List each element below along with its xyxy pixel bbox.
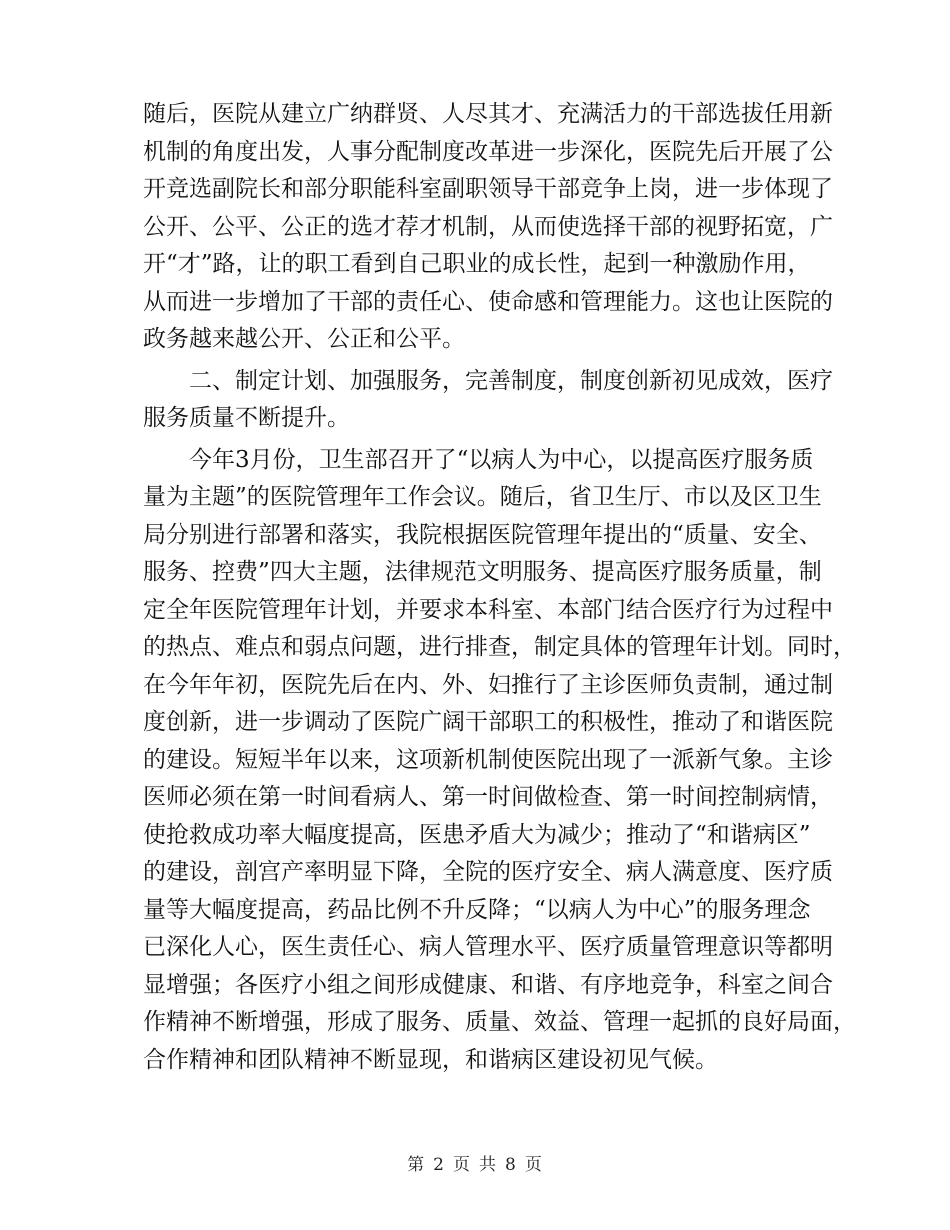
text-line: 度创新，进一步调动了医院广阔干部职工的积极性，推动了和谐医院 xyxy=(143,709,833,735)
text-line: 局分别进行部署和落实，我院根据医院管理年提出的“质量、安全、 xyxy=(143,521,822,548)
footer-label-total-unit: 页 xyxy=(524,1155,543,1175)
text-line: 使抢救成功率大幅度提高，医患矛盾大为减少；推动了“和谐病区” xyxy=(143,821,811,848)
text-line: 随后，医院从建立广纳群贤、人尽其才、充满活力的干部选拔任用新 xyxy=(143,101,833,127)
text-line: 政务越来越公开、公正和公平。 xyxy=(143,326,465,352)
page-footer xyxy=(0,1150,950,1175)
paragraph-3 xyxy=(143,442,856,1080)
text-line: 二、制定计划、加强服务，完善制度，制度创新初见成效，医疗 xyxy=(189,367,833,394)
text-line: 服务、控费”四大主题，法律规范文明服务、提高医疗服务质量，制 xyxy=(143,559,822,585)
text-line: 开“才”路，让的职工看到自己职业的成长性，起到一种激励作用， xyxy=(143,251,811,277)
total-page-count: 8 xyxy=(505,1155,517,1175)
text-line: 的热点、难点和弱点问题，进行排查，制定具体的管理年计划。同时， xyxy=(143,634,856,660)
text-line: 显增强；各医疗小组之间形成健康、和谐、有序地竞争，科室之间合 xyxy=(143,971,833,998)
text-line: 的建设。短短半年以来，这项新机制使医院出现了一派新气象。主诊 xyxy=(143,746,833,773)
text-line: 公开、公平、公正的选才荐才机制，从而使选择干部的视野拓宽，广 xyxy=(143,213,833,240)
paragraph-2-heading xyxy=(143,363,833,438)
footer-label-page-unit: 页 xyxy=(453,1155,471,1175)
text-line: 量等大幅度提高，药品比例不升反降；“以病人为中心”的服务理念 xyxy=(143,896,811,923)
text-line: 开竞选副院长和部分职能科室副职领导干部竞争上岗，进一步体现了 xyxy=(143,176,833,202)
text-line: 作精神不断增强，形成了服务、质量、效益、管理一起抓的良好局面， xyxy=(143,1009,856,1035)
footer-label-page: 第 xyxy=(407,1155,426,1175)
text-line: 今年3月份，卫生部召开了“以病人为中心，以提高医疗服务质 xyxy=(189,446,814,473)
text-line: 从而进一步增加了干部的责任心、使命感和管理能力。这也让医院的 xyxy=(143,288,833,315)
text-line: 已深化人心，医生责任心、病人管理水平、医疗质量管理意识等都明 xyxy=(143,934,833,960)
current-page-number: 2 xyxy=(433,1155,445,1175)
footer-label-total: 共 xyxy=(479,1155,497,1175)
text-line: 机制的角度出发，人事分配制度改革进一步深化，医院先后开展了公 xyxy=(143,138,833,165)
text-line: 服务质量不断提升。 xyxy=(143,405,350,431)
text-line: 定全年医院管理年计划，并要求本科室、本部门结合医疗行为过程中 xyxy=(143,596,833,623)
paragraph-1 xyxy=(143,96,833,359)
text-line: 在今年年初，医院先后在内、外、妇推行了主诊医师负责制，通过制 xyxy=(143,671,833,698)
text-line: 量为主题”的医院管理年工作会议。随后，省卫生厅、市以及区卫生 xyxy=(143,484,822,510)
text-line: 医师必须在第一时间看病人、第一时间做检查、第一时间控制病情， xyxy=(143,784,833,810)
document-body xyxy=(143,96,856,1079)
text-line: 合作精神和团队精神不断显现，和谐病区建设初见气候。 xyxy=(143,1046,718,1073)
text-line: 的建设，剖宫产率明显下降，全院的医疗安全、病人满意度、医疗质 xyxy=(143,859,833,885)
